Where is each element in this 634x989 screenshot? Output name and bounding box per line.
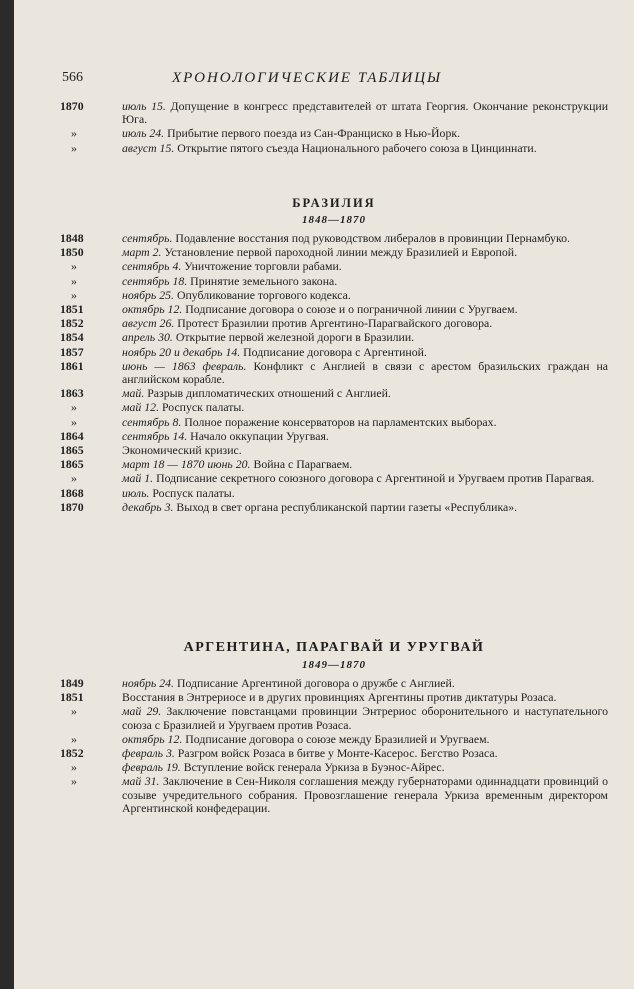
entry-text [122, 100, 608, 126]
entry-date: ноябрь 20 и декабрь 14. [122, 344, 241, 359]
entry-description: Подавление восстания под руководством либералов в провинции Пернамбуко. [175, 231, 570, 245]
chronology-entry [60, 260, 608, 273]
entry-date: сентябрь 4. [122, 259, 182, 274]
entry-description: Допущение в конгресс представителей от штата Георгия. Окончание реконструкции Юга. [122, 99, 609, 127]
entry-year: 1848 [60, 231, 84, 245]
chronology-entry [60, 430, 608, 443]
entry-text [122, 501, 608, 514]
entry-year: 1863 [60, 386, 84, 401]
entry-text [122, 444, 608, 457]
entry-date: февраль 19. [122, 760, 181, 775]
entry-date: июль 15. [122, 99, 166, 113]
chronology-entry [60, 360, 608, 386]
entry-text [122, 705, 608, 731]
entry-date: март 18 — 1870 июнь 20. [122, 457, 251, 472]
section-years: 1849—1870 [302, 659, 366, 671]
entry-date: май 29. [122, 704, 162, 719]
chronology-entry [60, 444, 608, 457]
entry-year: » [71, 774, 77, 789]
entry-year: 1851 [60, 302, 84, 317]
entry-text [122, 472, 608, 485]
chronology-entry [60, 501, 608, 514]
chronology-entry [60, 127, 608, 140]
entry-description: Экономический кризис. [122, 443, 242, 458]
entry-description: Опубликование торгового кодекса. [176, 287, 351, 302]
entry-date: август 26. [122, 316, 175, 331]
book-page [14, 0, 634, 989]
chronology-entry [60, 747, 608, 760]
entry-year: 1851 [60, 690, 84, 705]
chronology-entry [60, 677, 608, 690]
brazil-section [60, 196, 608, 515]
entry-year: » [71, 731, 77, 746]
chronology-entry [60, 289, 608, 302]
entry-date: декабрь 3. [122, 499, 174, 514]
entry-date: май 1. [122, 471, 154, 486]
entry-date: сентябрь 18. [122, 273, 188, 288]
entry-description: Подписание секретного союзного договора с Аргентиной и Уругваем против Парагвая. [156, 471, 595, 486]
entry-description: Начало оккупации Уругвая. [190, 428, 329, 443]
entry-text [122, 416, 608, 429]
chronology-entry [60, 142, 608, 155]
entry-description: Прибытие первого поезда из Сан-Франциско в Нью-Йорк. [167, 126, 461, 141]
entry-text [122, 733, 608, 746]
chronology-entry [60, 733, 608, 746]
entry-description: Подписание Аргентиной договора о дружбе с Англией. [176, 676, 455, 690]
entry-year: 1865 [60, 443, 84, 458]
entry-description: Заключение в Сен-Николя соглашения между губернаторами одиннадцати провинций о созыве учредительного собрания. Провозглашение генерала Уркиза временным директором Аргентинской конфедерации. [122, 774, 609, 815]
entry-year: 1870 [60, 499, 84, 514]
entry-date: июль 24. [122, 126, 165, 141]
entry-description: Разрыв дипломатических отношений с Англией. [147, 386, 391, 401]
entry-description: Война с Парагваем. [253, 457, 353, 472]
entry-date: ноябрь 24. [122, 676, 174, 690]
entry-text [122, 127, 608, 140]
entry-text [122, 246, 608, 259]
chronology-entry [60, 387, 608, 400]
chronology-entry [60, 303, 608, 316]
entry-description: Подписание договора о союзе между Бразилией и Уругваем. [185, 731, 490, 746]
argentina-entries [60, 677, 608, 815]
chronology-entry [60, 232, 608, 245]
entry-year: 1865 [60, 457, 84, 472]
entry-text [122, 317, 608, 330]
entry-text [122, 677, 608, 690]
entry-description: Вступление войск генерала Уркиза в Буэнос-Айрес. [183, 760, 445, 775]
entry-year: 1864 [60, 428, 84, 443]
entry-description: Уничтожение торговли рабами. [184, 259, 342, 274]
entry-date: сентябрь. [122, 231, 173, 245]
entry-text [122, 747, 608, 760]
section-years: 1848—1870 [302, 214, 366, 226]
entry-year: » [71, 400, 77, 415]
page-number: 566 [62, 70, 83, 85]
usa-continued-section [60, 100, 608, 156]
entry-text [122, 142, 608, 155]
entry-text [122, 289, 608, 302]
entry-description: Роспуск палаты. [161, 400, 245, 415]
entry-date: сентябрь 14. [122, 428, 188, 443]
entry-date: сентябрь 8. [122, 414, 182, 429]
entry-description: Протест Бразилии против Аргентино-Парагвайского договора. [177, 316, 493, 331]
entry-year: 1852 [60, 746, 84, 761]
running-title: ХРОНОЛОГИЧЕСКИЕ ТАБЛИЦЫ [172, 70, 443, 86]
entry-date: июль. [122, 485, 150, 500]
entry-description: Подписание договора о союзе и о пограничной линии с Уругваем. [185, 302, 518, 317]
entry-year: 1850 [60, 245, 84, 260]
entry-year: 1849 [60, 676, 84, 690]
entry-description: Принятие земельного закона. [190, 273, 338, 288]
entry-text [122, 232, 608, 245]
chronology-entry [60, 246, 608, 259]
entry-year: » [71, 126, 77, 141]
section-title: БРАЗИЛИЯ [292, 196, 376, 210]
entry-text [122, 331, 608, 344]
entry-year: » [71, 273, 77, 288]
entry-description: Восстания в Энтрериосе и в других провинциях Аргентины против диктатуры Розаса. [122, 690, 557, 705]
entry-description: Разгром войск Розаса в битве у Монте-Касерос. Бегство Розаса. [177, 746, 498, 761]
entry-description: Выход в свет органа республиканской партии газеты «Республика». [176, 499, 518, 514]
entry-date: ноябрь 25. [122, 287, 174, 302]
chronology-entry [60, 331, 608, 344]
chronology-entry [60, 775, 608, 815]
page-header [62, 70, 602, 90]
chronology-entry [60, 458, 608, 471]
entry-year: 1852 [60, 316, 84, 331]
entry-description: Роспуск палаты. [152, 485, 235, 500]
entry-description: Заключение повстанцами провинции Энтрериос оборонительного и наступательного союза с Бразилией и Уругваем против Розаса. [122, 704, 608, 732]
entry-date: февраль 3. [122, 746, 175, 761]
chronology-entry [60, 346, 608, 359]
entry-date: май. [122, 386, 145, 401]
entry-text [122, 275, 608, 288]
entry-text [122, 430, 608, 443]
entry-description: Установление первой пароходной линии между Бразилией и Европой. [164, 245, 518, 260]
brazil-entries [60, 232, 608, 514]
entry-year: » [71, 287, 77, 302]
entry-text [122, 360, 608, 386]
entry-date: март 2. [122, 245, 162, 260]
entry-date: август 15. [122, 140, 175, 155]
entry-date: май 12. [122, 400, 160, 415]
entry-year: » [71, 704, 77, 719]
entry-year: » [71, 471, 77, 486]
chronology-entry [60, 487, 608, 500]
entry-year: » [71, 259, 77, 274]
entry-description: Открытие пятого съезда Национального рабочего союза в Цинциннати. [177, 140, 537, 155]
entry-year: » [71, 760, 77, 775]
entry-year: 1868 [60, 485, 84, 500]
chronology-entry [60, 472, 608, 485]
chronology-entry [60, 317, 608, 330]
entry-description: Полное поражение консерваторов на парламентских выборах. [184, 414, 497, 429]
entry-year: 1861 [60, 358, 84, 373]
entry-year: 1854 [60, 330, 84, 345]
entry-date: июнь — 1863 февраль. [122, 358, 247, 373]
entry-text [122, 487, 608, 500]
entry-text [122, 387, 608, 400]
entry-text [122, 775, 608, 815]
chronology-entry [60, 401, 608, 414]
entry-year: 1857 [60, 344, 84, 359]
entry-description: Открытие первой железной дороги в Бразилии. [175, 330, 415, 345]
entry-text [122, 761, 608, 774]
entry-text [122, 346, 608, 359]
argentina-section [60, 640, 608, 816]
entry-text [122, 401, 608, 414]
entry-description: Конфликт с Англией в связи с арестом бразильских граждан на английском корабле. [122, 358, 608, 387]
chronology-entry [60, 705, 608, 731]
chronology-entry [60, 691, 608, 704]
entry-year: 1870 [60, 99, 84, 113]
section-title: АРГЕНТИНА, ПАРАГВАЙ И УРУГВАЙ [183, 640, 485, 655]
entry-date: май 31. [122, 774, 160, 789]
entry-year: » [71, 414, 77, 429]
entry-text [122, 260, 608, 273]
chronology-entry [60, 761, 608, 774]
entry-date: октябрь 12. [122, 302, 183, 317]
chronology-entry [60, 100, 608, 126]
entry-text [122, 691, 608, 704]
entry-description: Подписание договора с Аргентиной. [243, 344, 427, 359]
chronology-entry [60, 275, 608, 288]
entry-text [122, 303, 608, 316]
entry-date: октябрь 12. [122, 731, 183, 746]
entry-text [122, 458, 608, 471]
entry-date: апрель 30. [122, 330, 173, 345]
chronology-entry [60, 416, 608, 429]
entry-year: » [71, 140, 77, 155]
